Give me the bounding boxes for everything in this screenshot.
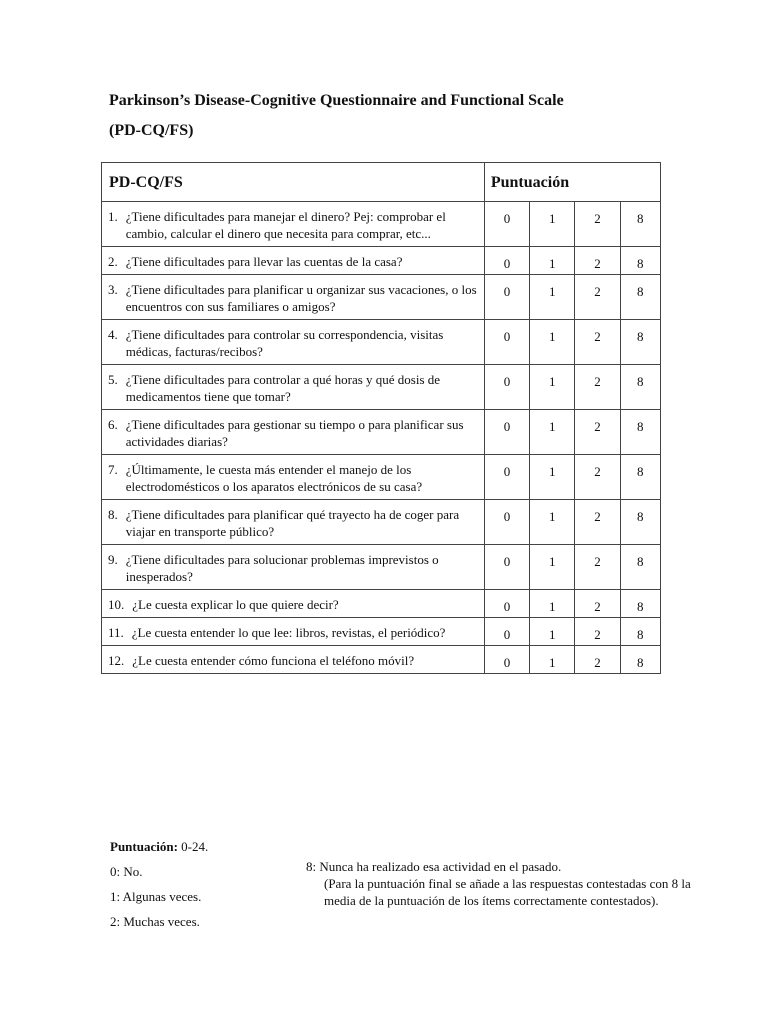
question-cell bbox=[102, 202, 485, 247]
score-option-0[interactable]: 0 bbox=[484, 410, 529, 455]
score-option-2[interactable]: 2 bbox=[575, 545, 620, 590]
score-option-1[interactable]: 1 bbox=[530, 590, 575, 618]
question-cell bbox=[102, 646, 485, 674]
score-option-2[interactable]: 2 bbox=[575, 646, 620, 674]
table-row bbox=[102, 410, 661, 455]
table-row bbox=[102, 500, 661, 545]
score-option-2[interactable]: 2 bbox=[575, 500, 620, 545]
score-option-0[interactable]: 0 bbox=[484, 320, 529, 365]
score-option-2[interactable]: 2 bbox=[575, 365, 620, 410]
legend-item-8: 8: Nunca ha realizado esa actividad en el pasado. bbox=[306, 859, 562, 874]
header-questionnaire: PD-CQ/FS bbox=[102, 163, 485, 202]
score-legend-note bbox=[306, 858, 706, 909]
table-row bbox=[102, 646, 661, 674]
score-legend bbox=[110, 838, 208, 938]
table-row bbox=[102, 202, 661, 247]
score-option-1[interactable]: 1 bbox=[530, 646, 575, 674]
question-cell bbox=[102, 247, 485, 275]
question-text: ¿Tiene dificultades para solucionar problemas imprevistos o inesperados? bbox=[125, 552, 439, 584]
score-option-2[interactable]: 2 bbox=[575, 590, 620, 618]
table-row bbox=[102, 455, 661, 500]
table-header-row bbox=[102, 163, 661, 202]
score-option-2[interactable]: 2 bbox=[575, 247, 620, 275]
question-text: ¿Tiene dificultades para controlar su correspondencia, visitas médicas, facturas/recibos? bbox=[125, 327, 444, 359]
score-option-1[interactable]: 1 bbox=[530, 545, 575, 590]
question-number: 10. bbox=[108, 597, 125, 612]
score-option-8[interactable]: 8 bbox=[620, 247, 660, 275]
table-row bbox=[102, 365, 661, 410]
question-number: 6. bbox=[108, 417, 118, 432]
question-cell bbox=[102, 320, 485, 365]
table-row bbox=[102, 618, 661, 646]
question-number: 4. bbox=[108, 327, 118, 342]
table-row bbox=[102, 320, 661, 365]
question-text: ¿Le cuesta entender lo que lee: libros, revistas, el periódico? bbox=[131, 625, 446, 640]
score-option-8[interactable]: 8 bbox=[620, 646, 660, 674]
score-option-8[interactable]: 8 bbox=[620, 202, 660, 247]
score-option-1[interactable]: 1 bbox=[530, 410, 575, 455]
question-text: ¿Le cuesta explicar lo que quiere decir? bbox=[132, 597, 339, 612]
title-line-2: (PD-CQ/FS) bbox=[109, 122, 194, 139]
question-text: ¿Tiene dificultades para controlar a qué horas y qué dosis de medicamentos tiene que tomar? bbox=[125, 372, 441, 404]
question-cell bbox=[102, 455, 485, 500]
question-text: ¿Tiene dificultades para llevar las cuentas de la casa? bbox=[125, 254, 403, 269]
score-option-0[interactable]: 0 bbox=[484, 646, 529, 674]
score-option-1[interactable]: 1 bbox=[530, 275, 575, 320]
question-text: ¿Últimamente, le cuesta más entender el manejo de los electrodomésticos o los aparatos electrónicos de su casa? bbox=[125, 462, 423, 494]
score-option-2[interactable]: 2 bbox=[575, 202, 620, 247]
table-row bbox=[102, 590, 661, 618]
table-row bbox=[102, 545, 661, 590]
score-option-0[interactable]: 0 bbox=[484, 590, 529, 618]
score-option-0[interactable]: 0 bbox=[484, 275, 529, 320]
question-text: ¿Le cuesta entender cómo funciona el teléfono móvil? bbox=[132, 653, 415, 668]
score-option-1[interactable]: 1 bbox=[530, 202, 575, 247]
score-option-1[interactable]: 1 bbox=[530, 455, 575, 500]
question-cell bbox=[102, 275, 485, 320]
question-number: 8. bbox=[108, 507, 118, 522]
score-option-8[interactable]: 8 bbox=[620, 410, 660, 455]
question-cell bbox=[102, 545, 485, 590]
legend-item-2: 2: Muchas veces. bbox=[110, 914, 200, 929]
score-option-0[interactable]: 0 bbox=[484, 455, 529, 500]
question-cell bbox=[102, 365, 485, 410]
question-number: 5. bbox=[108, 372, 118, 387]
question-text: ¿Tiene dificultades para planificar qué trayecto ha de coger para viajar en transporte público? bbox=[125, 507, 460, 539]
question-cell bbox=[102, 500, 485, 545]
question-text: ¿Tiene dificultades para planificar u organizar sus vacaciones, o los encuentros con sus familiares o amigos? bbox=[125, 282, 477, 314]
question-cell bbox=[102, 410, 485, 455]
score-option-2[interactable]: 2 bbox=[575, 410, 620, 455]
document-title bbox=[109, 86, 564, 146]
table-row bbox=[102, 247, 661, 275]
score-option-1[interactable]: 1 bbox=[530, 618, 575, 646]
question-number: 2. bbox=[108, 254, 118, 269]
question-number: 12. bbox=[108, 653, 125, 668]
table-row bbox=[102, 275, 661, 320]
score-option-8[interactable]: 8 bbox=[620, 590, 660, 618]
score-option-1[interactable]: 1 bbox=[530, 320, 575, 365]
legend-item-8-note: (Para la puntuación final se añade a las respuestas contestadas con 8 la media de la puntuación de los ítems correctamente contestados). bbox=[324, 876, 691, 908]
score-option-0[interactable]: 0 bbox=[484, 202, 529, 247]
score-option-2[interactable]: 2 bbox=[575, 618, 620, 646]
question-number: 7. bbox=[108, 462, 118, 477]
header-score: Puntuación bbox=[484, 163, 660, 202]
question-cell bbox=[102, 618, 485, 646]
score-option-1[interactable]: 1 bbox=[530, 500, 575, 545]
question-number: 3. bbox=[108, 282, 118, 297]
score-option-2[interactable]: 2 bbox=[575, 455, 620, 500]
score-range: 0-24. bbox=[181, 839, 209, 854]
score-option-8[interactable]: 8 bbox=[620, 320, 660, 365]
score-label: Puntuación: bbox=[110, 839, 178, 854]
question-number: 11. bbox=[108, 625, 124, 640]
score-option-0[interactable]: 0 bbox=[484, 500, 529, 545]
score-option-8[interactable]: 8 bbox=[620, 365, 660, 410]
score-option-2[interactable]: 2 bbox=[575, 275, 620, 320]
score-option-8[interactable]: 8 bbox=[620, 618, 660, 646]
score-option-8[interactable]: 8 bbox=[620, 455, 660, 500]
score-option-8[interactable]: 8 bbox=[620, 500, 660, 545]
question-text: ¿Tiene dificultades para manejar el dinero? Pej: comprobar el cambio, calcular el dinero que necesita para comprar, etc... bbox=[125, 209, 446, 241]
score-option-0[interactable]: 0 bbox=[484, 545, 529, 590]
table-body bbox=[102, 202, 661, 674]
questionnaire-table bbox=[101, 162, 661, 674]
score-option-1[interactable]: 1 bbox=[530, 247, 575, 275]
score-option-1[interactable]: 1 bbox=[530, 365, 575, 410]
score-total-line bbox=[110, 838, 208, 855]
question-number: 1. bbox=[108, 209, 118, 224]
legend-item-1: 1: Algunas veces. bbox=[110, 889, 202, 904]
score-option-8[interactable]: 8 bbox=[620, 545, 660, 590]
score-option-0[interactable]: 0 bbox=[484, 247, 529, 275]
title-line-1: Parkinson’s Disease-Cognitive Questionnaire and Functional Scale bbox=[109, 92, 564, 109]
score-option-2[interactable]: 2 bbox=[575, 320, 620, 365]
score-option-8[interactable]: 8 bbox=[620, 275, 660, 320]
score-option-0[interactable]: 0 bbox=[484, 618, 529, 646]
question-cell bbox=[102, 590, 485, 618]
legend-item-0: 0: No. bbox=[110, 864, 143, 879]
score-option-0[interactable]: 0 bbox=[484, 365, 529, 410]
question-number: 9. bbox=[108, 552, 118, 567]
question-text: ¿Tiene dificultades para gestionar su tiempo o para planificar sus actividades diarias? bbox=[125, 417, 464, 449]
